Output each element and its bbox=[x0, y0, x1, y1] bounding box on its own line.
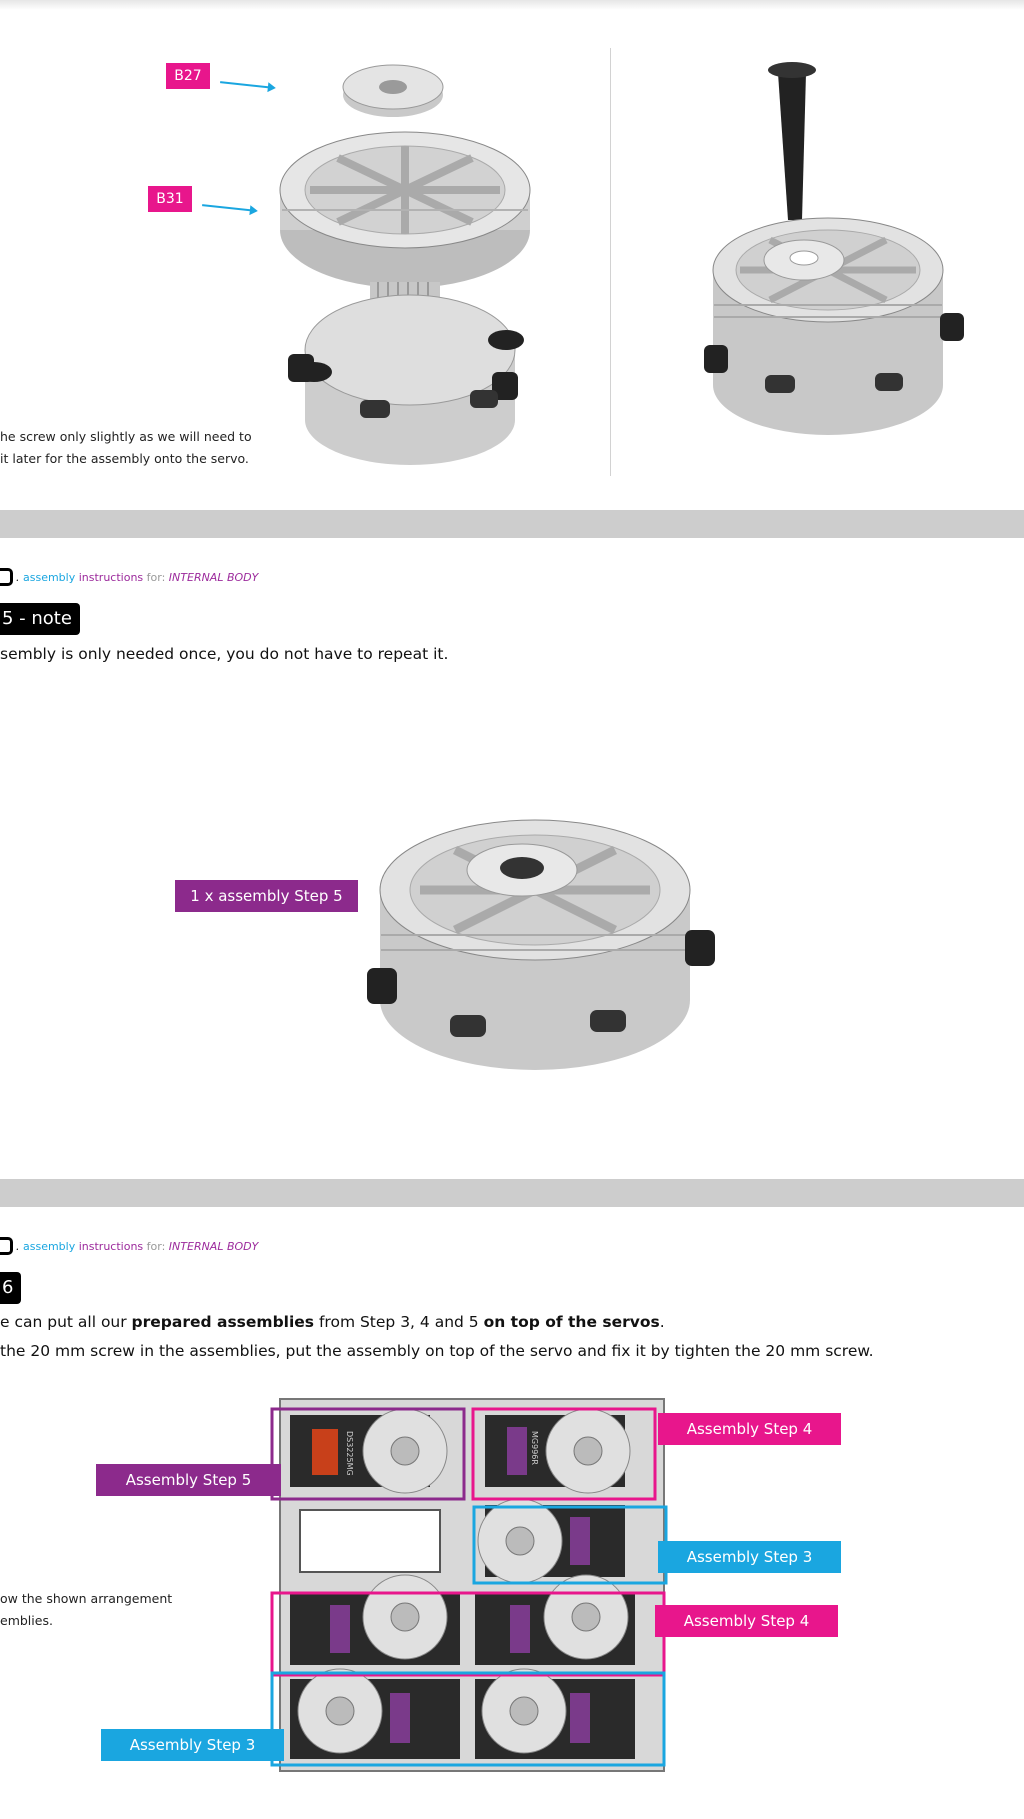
step-6-side-note bbox=[0, 1588, 200, 1632]
svg-text:DS3225MG: DS3225MG bbox=[345, 1431, 354, 1476]
brand-mark-icon bbox=[0, 568, 13, 586]
brand-mark-icon bbox=[0, 1237, 13, 1255]
breadcrumb-1 bbox=[0, 568, 258, 586]
breadcrumb-instructions: instructions bbox=[78, 570, 144, 584]
section-divider-2 bbox=[0, 1179, 1024, 1207]
assembled-wheel-with-screw-image bbox=[700, 55, 970, 435]
step-6-line-1-c: from Step 3, 4 and 5 bbox=[314, 1313, 484, 1331]
callout-assembly-step-4-top: Assembly Step 4 bbox=[658, 1413, 841, 1445]
breadcrumb-text bbox=[16, 1240, 258, 1253]
breadcrumb-assembly: assembly bbox=[23, 1239, 76, 1253]
callout-assembly-step-3-bottom: Assembly Step 3 bbox=[101, 1729, 284, 1761]
breadcrumb-prefix: . bbox=[16, 570, 20, 584]
servo-arrangement-image bbox=[270, 1395, 700, 1775]
breadcrumb-assembly: assembly bbox=[23, 570, 76, 584]
section-divider-1 bbox=[0, 510, 1024, 538]
note-top-line2: it later for the assembly onto the servo. bbox=[0, 451, 249, 466]
step-6-line-1-b: prepared assemblies bbox=[131, 1313, 315, 1331]
breadcrumb-for: for: bbox=[146, 570, 166, 584]
exploded-wheel-assembly-image bbox=[270, 50, 570, 470]
step-6-line-1-d: on top of the servos bbox=[483, 1313, 660, 1331]
step-tag-6: 6 bbox=[0, 1272, 21, 1304]
svg-text:MG996R: MG996R bbox=[530, 1431, 539, 1465]
step-6-line-1-e: . bbox=[659, 1313, 665, 1331]
callout-assembly-step-5: Assembly Step 5 bbox=[96, 1464, 281, 1496]
top-shadow bbox=[0, 0, 1024, 10]
callout-assembly-step-3-mid: Assembly Step 3 bbox=[658, 1541, 841, 1573]
breadcrumb-text bbox=[16, 571, 258, 584]
step-6-side-note-line2: emblies. bbox=[0, 1613, 53, 1628]
single-wheel-assembly-image bbox=[365, 790, 715, 1090]
column-divider bbox=[610, 48, 611, 476]
step-5-note-text: sembly is only needed once, you do not have to repeat it. bbox=[0, 645, 449, 663]
note-top bbox=[0, 426, 260, 470]
breadcrumb-section: INTERNAL BODY bbox=[168, 570, 259, 584]
callout-assembly-step-4-mid: Assembly Step 4 bbox=[655, 1605, 838, 1637]
step-6-line-1-a: e can put all our bbox=[0, 1313, 132, 1331]
breadcrumb-instructions: instructions bbox=[78, 1239, 144, 1253]
note-top-line1: he screw only slightly as we will need to bbox=[0, 429, 252, 444]
breadcrumb-section: INTERNAL BODY bbox=[168, 1239, 259, 1253]
step-6-line-1 bbox=[0, 1313, 665, 1331]
breadcrumb-prefix: . bbox=[16, 1239, 20, 1253]
part-label-b31: B31 bbox=[148, 186, 192, 212]
arrow-b31 bbox=[202, 204, 256, 212]
step-6-line-2: the 20 mm screw in the assemblies, put the assembly on top of the servo and fix it by tighten the 20 mm screw. bbox=[0, 1342, 874, 1360]
part-label-b27: B27 bbox=[166, 63, 210, 89]
step-tag-5-note: 5 - note bbox=[0, 603, 80, 635]
breadcrumb-2 bbox=[0, 1237, 258, 1255]
label-1x-assembly-step-5: 1 x assembly Step 5 bbox=[175, 880, 358, 912]
breadcrumb-for: for: bbox=[146, 1239, 166, 1253]
arrow-b27 bbox=[220, 81, 274, 89]
step-6-side-note-line1: ow the shown arrangement bbox=[0, 1591, 173, 1606]
